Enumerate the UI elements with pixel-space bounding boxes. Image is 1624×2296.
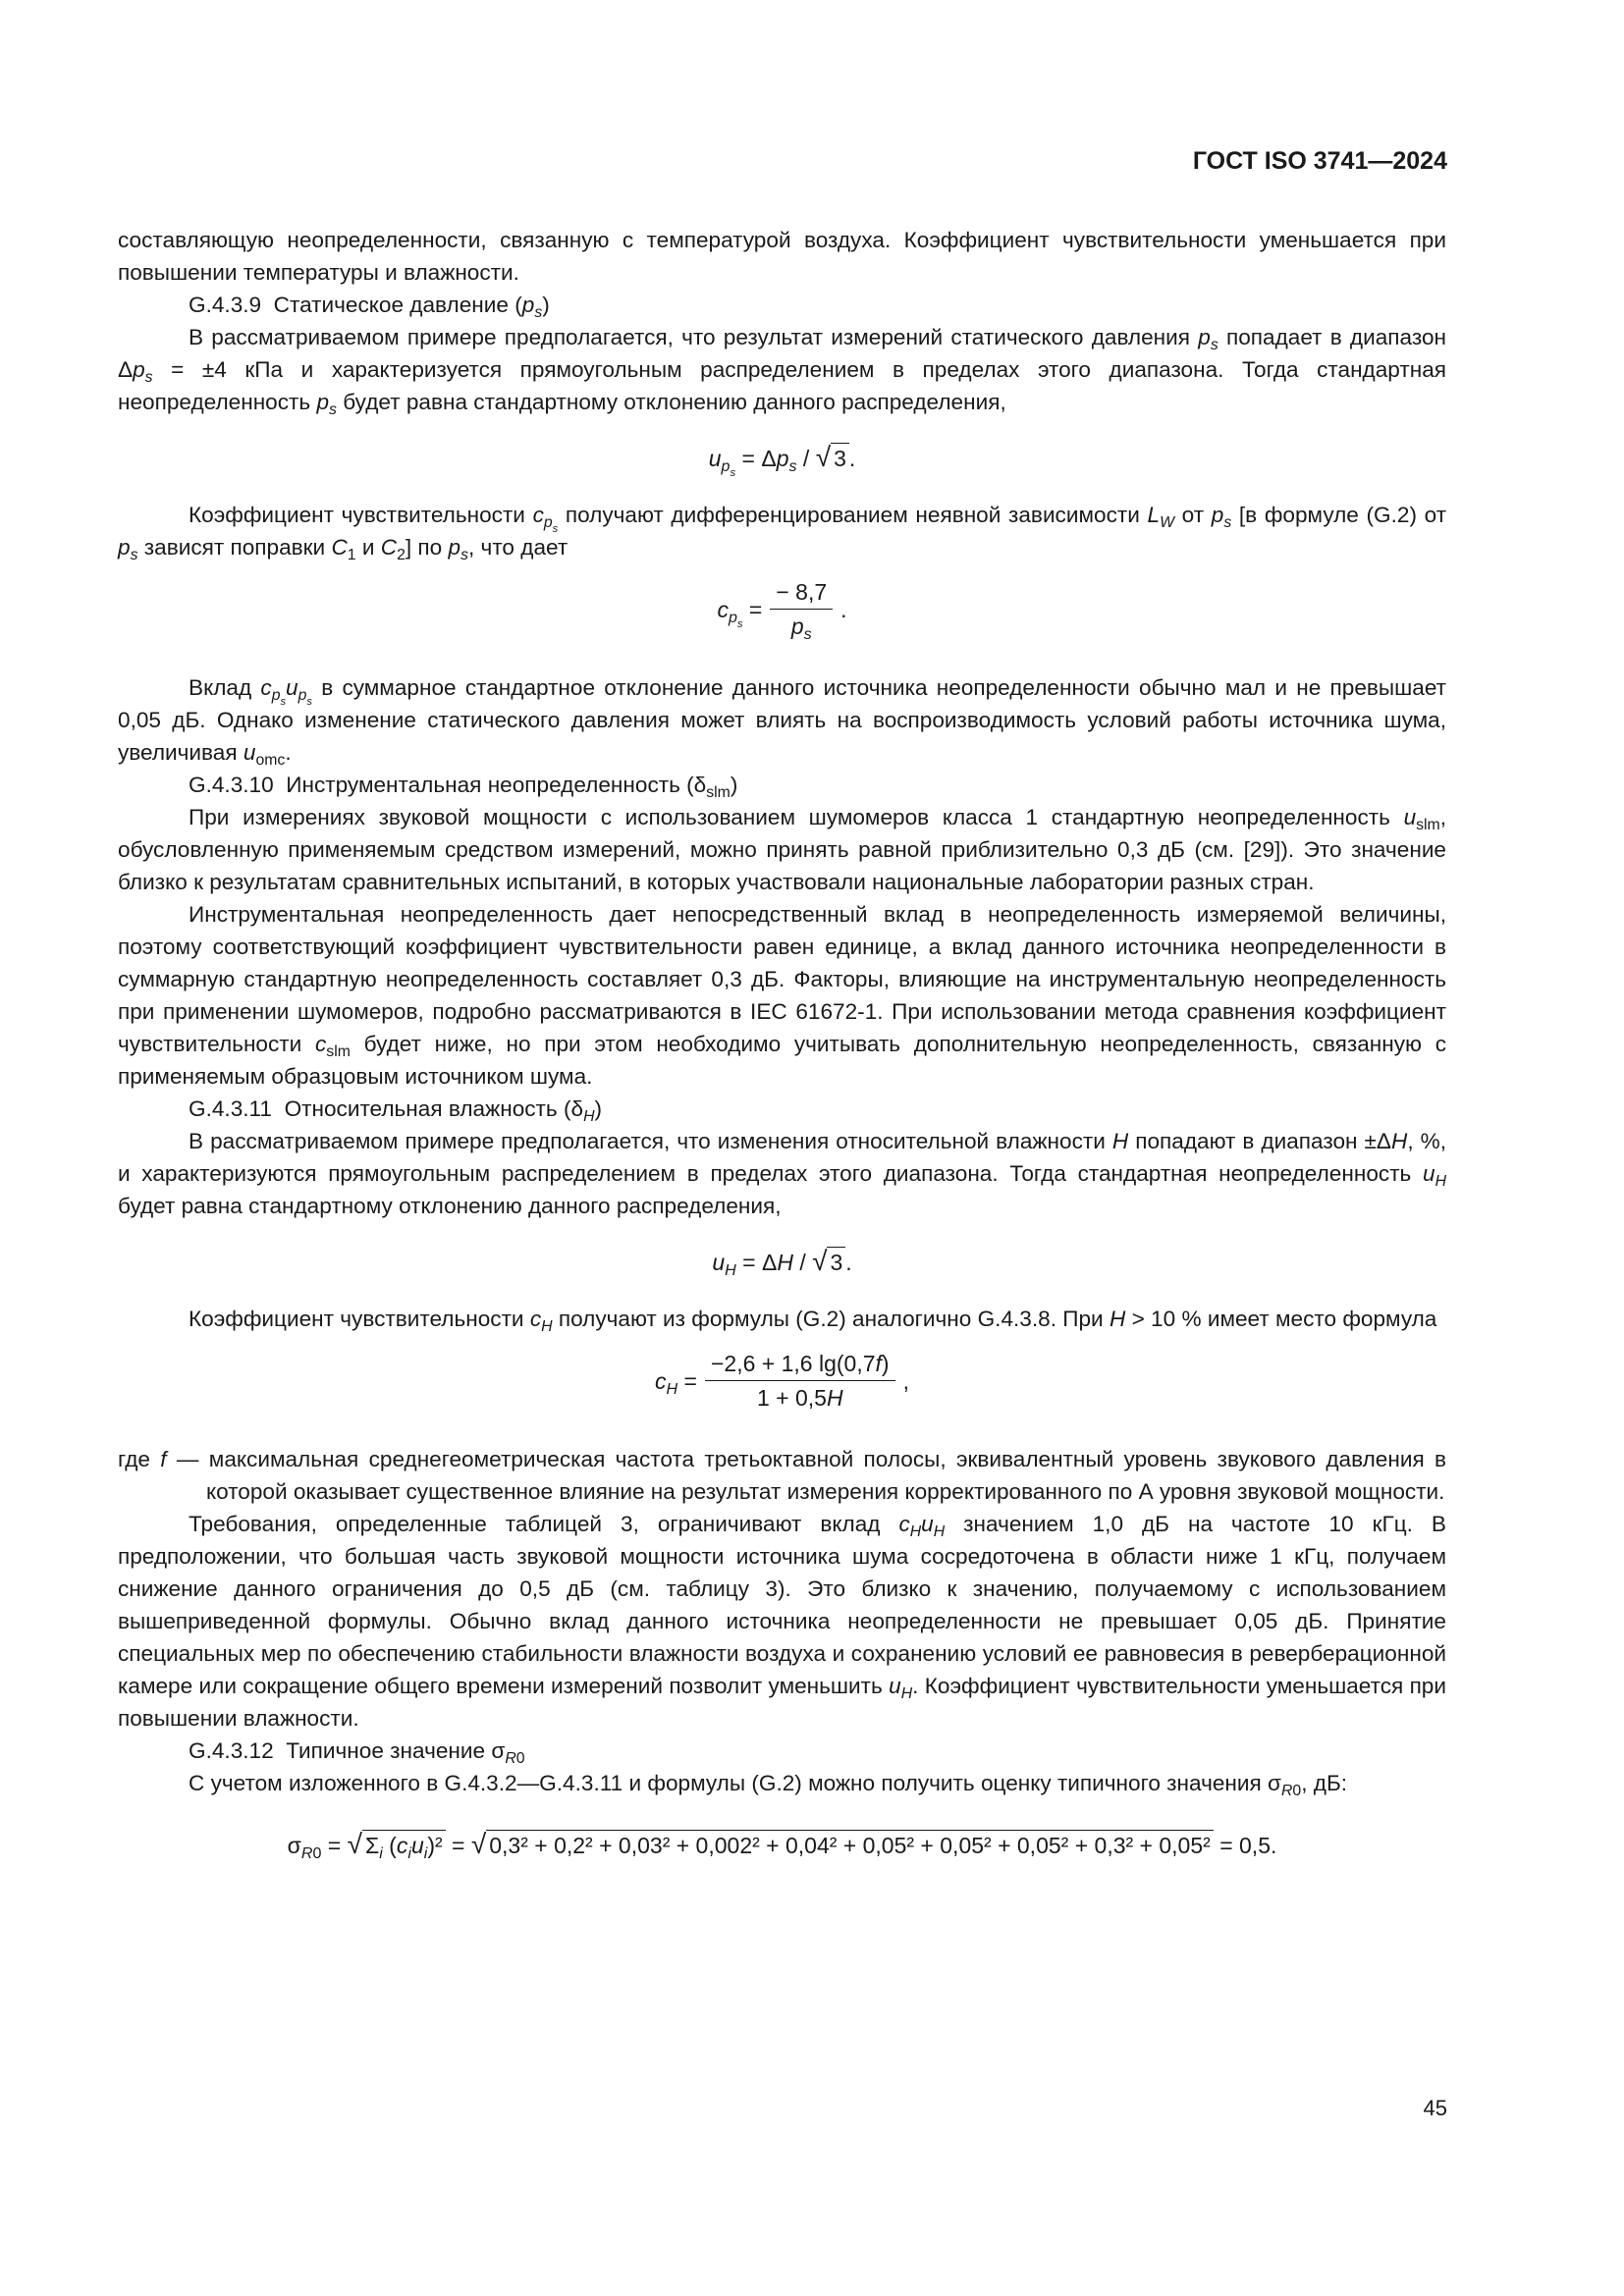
paragraph: Требования, определенные таблицей 3, ограничивают вклад $c_Hu_H$ значением 1,0 дБ на частоте 10 кГц. В предположении, что большая часть звуковой мощности источника шума сосредоточена в области ниже 1 кГц, получаем снижение данного ограничения до 0,5 дБ (см. таблицу 3). Это близко к значению, получаемому с использованием вышеприведенной формулы. Обычно вклад данного источника неопределенности не превышает 0,05 дБ. Принятие специальных мер по обеспечению стабильности влажности воздуха и сохранению условий ее равновесия в реверберационной камере или сокращение общего времени измерений позволит уменьшить $u_H$. Коэффициент чувствительности уменьшается при повышении влажности. — [118, 1512, 1447, 1731]
paragraph: В рассматриваемом примере предполагается, что изменения относительной влажности H попадают в диапазон ±ΔH, %, и характеризуются прямоугольным распределением в пределах этого диапазона. Тогда стандартная неопределенность $u_H$ будет равна стандартному отклонению данного распределения, — [118, 1129, 1447, 1218]
page-body — [118, 224, 1446, 1925]
equation-c-h: $c_H$ = $\frac{-2,6 + 1,6 \lg(0,7f)}{1 + 0,5H}$ , — [118, 1347, 1446, 1429]
page-header-standard: ГОСТ ISO 3741—2024 — [1192, 147, 1447, 175]
section-heading-g4310: G.4.3.10 Инструментальная неопределенность $(\delta_{slm})$ — [189, 773, 738, 801]
definition-f: где f — максимальная среднегеометрическая частота третьоктавной полосы, эквивалентный уровень звукового давления в которой оказывает существенное влияние на результат измерения корректированного по А уровня звуковой мощности. — [118, 1447, 1446, 1504]
paragraph: Коэффициент чувствительности $c_H$ получают из формулы (G.2) аналогично G.4.3.8. При H > 10 % имеет место формула — [189, 1307, 1437, 1335]
equation-c-ps: $c_{p_s}$ = $\frac{- 8,7}{p_s}$ . — [118, 575, 1446, 658]
paragraph: При измерениях звуковой мощности с использованием шумомеров класса 1 стандартную неопределенность $u_{slm}$, обусловленную применяемым средством измерений, можно принять равной приблизительно 0,3 дБ (см. [29]). Это значение близко к результатам сравнительных испытаний, в которых участвовали национальные лаборатории разных стран. — [118, 805, 1447, 894]
paragraph: Инструментальная неопределенность дает непосредственный вклад в неопределенность измеряемой величины, поэтому соответствующий коэффициент чувствительности равен единице, а вклад данного источника неопределенности в суммарную стандартную неопределенность составляет 0,3 дБ. Факторы, влияющие на инструментальную неопределенность при применении шумомеров, подробно рассматриваются в IEC 61672-1. При использовании метода сравнения коэффициент чувствительности $c_{slm}$ будет ниже, но при этом необходимо учитывать дополнительную неопределенность, связанную с применяемым образцовым источником шума. — [118, 902, 1447, 1089]
equation-u-ps: $u_{p_s} = \Delta p_s$ / √ 3 . — [708, 442, 856, 479]
section-heading-g439: G.4.3.9 Статическое давление $(p_s)$ — [189, 293, 550, 321]
paragraph: В рассматриваемом примере предполагается, что результат измерений статического давления $p_s$ попадает в диапазон $\Delta p_s = \pm 4$ кПа и характеризуется прямоугольным распределением в пределах этого диапазона. Тогда стандартная неопределенность $p_s$ будет равна стандартному отклонению данного распределения, — [118, 325, 1447, 418]
page-number: 45 — [1423, 2096, 1447, 2120]
paragraph: Вклад $c_{p_s}u_{p_s}$ в суммарное стандартное отклонение данного источника неопределенности обычно мал и не превышает 0,05 дБ. Однако изменение статического давления может влиять на воспроизводимость условий работы источника шума, увеличивая $u_{omc}$. — [118, 675, 1446, 769]
section-heading-g4311: G.4.3.11 Относительная влажность $(\delta_H)$ — [189, 1096, 603, 1125]
paragraph: С учетом изложенного в G.4.3.2—G.4.3.11 и формулы (G.2) можно получить оценку типичного значения $\sigma_{R0}$, дБ: — [189, 1771, 1348, 1799]
paragraph: составляющую неопределенности, связанную с температурой воздуха. Коэффициент чувствительности уменьшается при повышении температуры и влажности. — [118, 228, 1446, 285]
section-heading-g4312: G.4.3.12 Типичное значение $\sigma_{R0}$ — [189, 1738, 525, 1767]
equation-sigma-r0: $\sigma_{R0}$ = √ $\Sigma_i$ $(c_iu_i)^2$ = √ 0,3² + 0,2² + 0,03² + 0,002² + 0,04² + 0,05² + 0,05² + 0,05² + 0,3² + 0,05² = 0,5. — [287, 1829, 1277, 1862]
paragraph: Коэффициент чувствительности $c_{p_s}$ получают дифференцированием неявной зависимости $L_W$ от $p_s$ [в формуле (G.2) от $p_s$ зависят поправки $C_1$ и $C_2$] по $p_s$, что дает — [118, 503, 1447, 563]
equation-u-h: $u_H = \Delta H$ / √ 3 . — [712, 1246, 852, 1279]
